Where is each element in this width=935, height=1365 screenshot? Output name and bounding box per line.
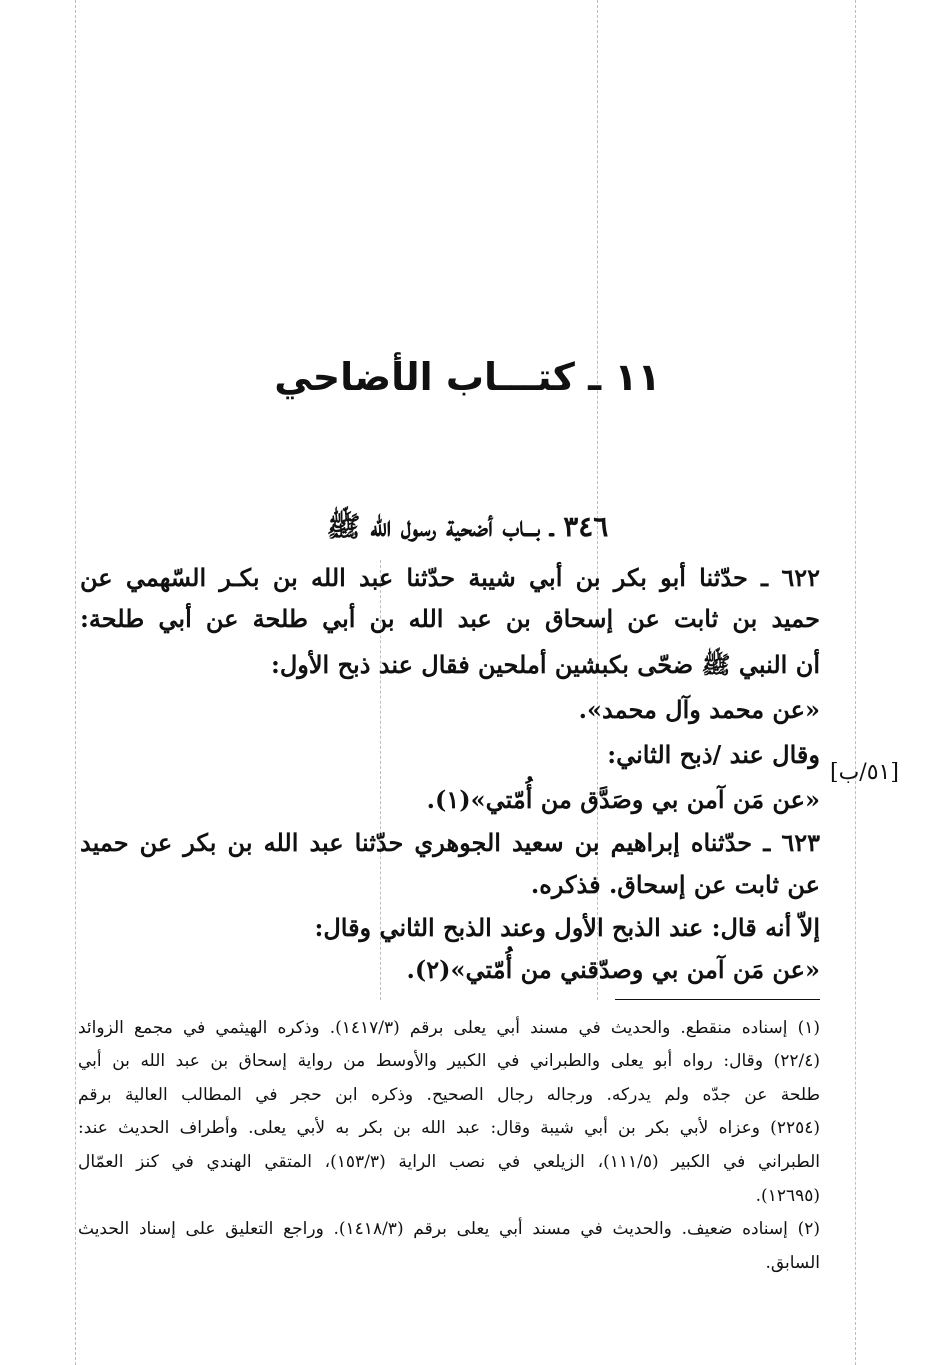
footnote-1-line-3: طلحة عن جدّه ولم يدركه. ورجاله رجال الصحيح. وذكره ابن حجر في المطالب العالية برقم [78, 1085, 820, 1105]
hadith-623-line-2: عن ثابت عن إسحاق. فذكره. [530, 870, 820, 899]
hadith-623-quote: «عن مَن آمن بي وصدّقني من أُمّتي»(٢). [406, 955, 820, 984]
footnote-1-line-6: (١٢٦٩٥). [755, 1186, 820, 1206]
scan-guide-line [855, 0, 856, 1365]
hadith-622-line-2: حميد بن ثابت عن إسحاق بن عبد الله بن أبي طلحة عن أبي طلحة: [80, 604, 820, 633]
book-title: ١١ ـ كتـــاب الأضاحي [274, 355, 661, 399]
chapter-title: ٣٤٦ ـ بـــاب أضحية رسول الله ﷺ [326, 510, 609, 543]
footnote-divider [615, 999, 820, 1000]
hadith-622-line-5: وقال عند /ذبح الثاني: [607, 740, 820, 769]
footnote-1-line-1: (١) إسناده منقطع. والحديث في مسند أبي يعلى برقم (١٤١٧/٣). وذكره الهيثمي في مجمع الزوائد [78, 1018, 820, 1038]
hadith-623-line-3: إلاّ أنه قال: عند الذبح الأول وعند الذبح الثاني وقال: [314, 913, 820, 942]
footnote-2-line-2: السابق. [765, 1253, 820, 1273]
hadith-622-quote-2: «عن مَن آمن بي وصَدَّق من أُمّتي»(١). [426, 785, 820, 814]
footnote-1-line-4: (٢٢٥٤) وعزاه لأبي بكر بن أبي شيبة وقال: عبد الله بن بكر به لأبي يعلى. وأطراف الحديث عند: [78, 1118, 820, 1138]
footnote-2-line-1: (٢) إسناده ضعيف. والحديث في مسند أبي يعلى برقم (١٤١٨/٣). وراجع التعليق على إسناد الحديث [78, 1219, 820, 1239]
hadith-622-quote-1: «عن محمد وآل محمد». [578, 695, 820, 724]
margin-folio-note: [٥١/ب] [830, 760, 899, 785]
footnote-1-line-2: (٢٢/٤) وقال: رواه أبو يعلى والطبراني في الكبير والأوسط من رواية إسحاق بن عبد الله بن أبي [78, 1051, 820, 1071]
hadith-622-line-1: ٦٢٢ ـ حدّثنا أبو بكر بن أبي شيبة حدّثنا عبد الله بن بكـر السّهمي عن [80, 563, 820, 592]
scan-guide-line [75, 0, 76, 1365]
hadith-622-line-3: أن النبي ﷺ ضحّى بكبشين أملحين فقال عند ذبح الأول: [270, 650, 820, 679]
hadith-623-line-1: ٦٢٣ ـ حدّثناه إبراهيم بن سعيد الجوهري حدّثنا عبد الله بن بكر عن حميد [80, 828, 820, 857]
footnote-1-line-5: الطبراني في الكبير (١١١/٥)، الزيلعي في نصب الراية (١٥٣/٣)، المتقي الهندي في كنز العمّال [78, 1152, 820, 1172]
